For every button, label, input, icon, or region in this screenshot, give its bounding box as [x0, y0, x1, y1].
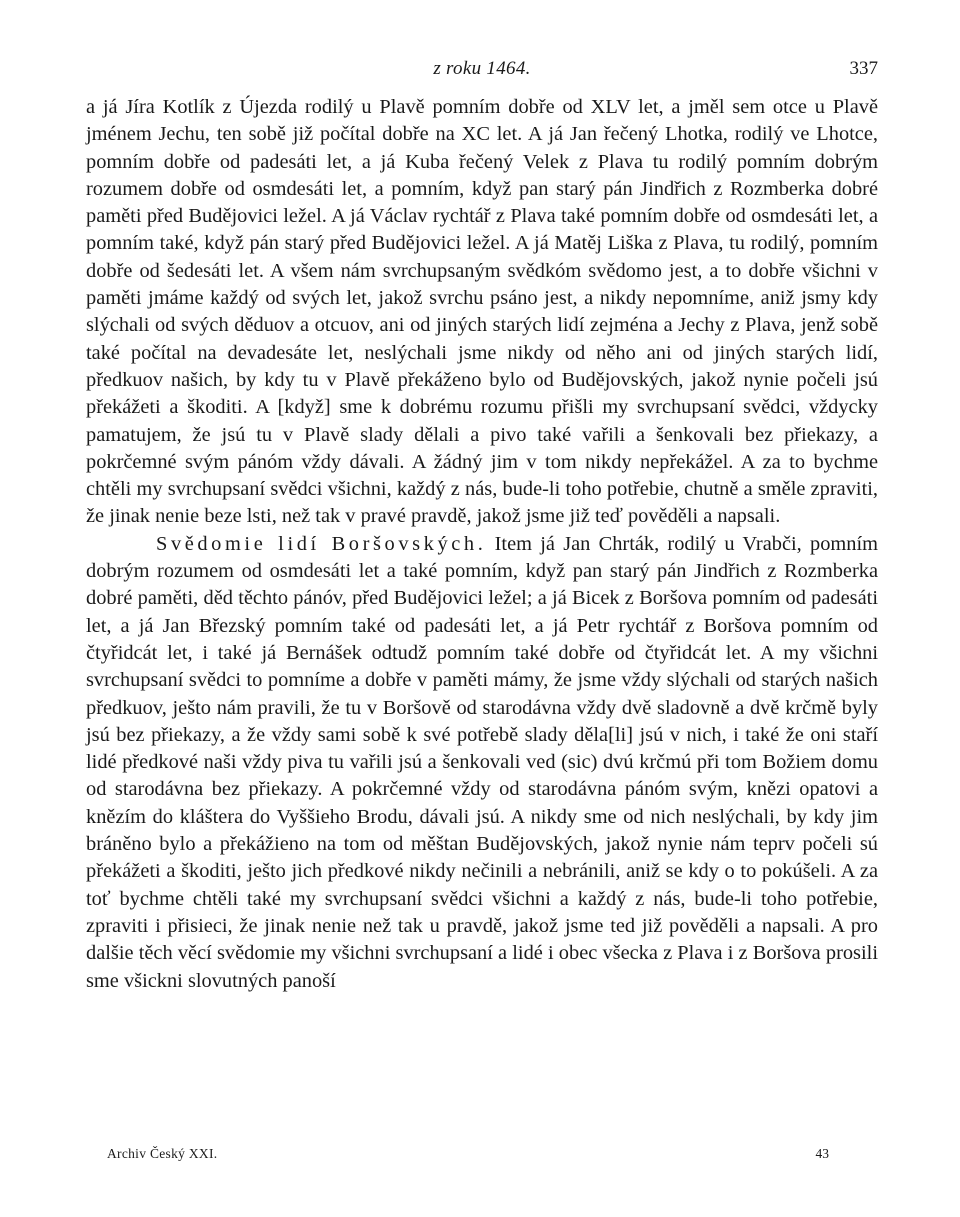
- page-header: [86, 58, 878, 94]
- paragraph-text: Item já Jan Chrták, rodilý u Vrabči, pomním dobrým rozumem od osmdesáti let a také pomním, když pan starý pán Jindřich z Rozmberka dobré paměti, děd těchto pánóv, před Budějovici ležel; a já Bicek z Boršova pomním od padesáti let, a já Jan Březský pomním také od padesáti let, a já Petr rychtář z Boršova pomním od čtyřidcát let, i také já Bernášek odtudž pomním také dobře od čtyřidcát let. A my všichni svrchupsaní svědci to pomníme a dobře v paměti mámy, že jsme vždy slýchali od starých našich předkuov, ješto nám pravili, že tu v Boršově od starodávna vždy dvě sladovně a dvě krčmě byly jsú bez přiekazy, a že vždy sami sobě k své potřebě slady děla[li] jsú v nich, i také že oni staří lidé předkové naši vždy piva tu vařili jsú a šenkovali ved (sic) dvú krčmú při tom Božiem domu od starodávna bez přiekazy. A pokrčemné vždy od starodávna pánóm svým, knězi opatovi a knězím do kláštera do Vyššieho Brodu, dávali jsú. A nikdy sme od nich neslýchali, by kdy jim bráněno bylo a překážieno na tom od měštan Budějovských, jakož nynie nám teprv počeli sú překážeti a škoditi, ješto jich předkové nikdy nečinili a nebránili, aniž se kdy o to pokúšeli. A za toť bychme chtěli také my svrchupsaní svědci všichni a každý z nás, bude-li toho potřebie, zpraviti i přisieci, že jinak nenie než tak u pravdě, jakož jsme ted již pověděli a napsali. A pro dalšie těch věcí svědomie my všichni svrchupsaní a lidé i obec všecka z Plava i z Boršova prosili sme všickni slovutných panoší: [86, 532, 878, 992]
- paragraph-witnesses-borsov: [86, 531, 878, 995]
- signature-mark: Archiv Český XXI.: [107, 1146, 218, 1161]
- body-text: [86, 94, 878, 995]
- section-heading: Svědomie lidí Boršovských.: [156, 532, 487, 555]
- page-number: 337: [849, 58, 878, 79]
- paragraph-witnesses-plav: a já Jíra Kotlík z Újezda rodilý u Plavě pomním dobře od XLV let, a jměl sem otce u Plavě jménem Jechu, ten sobě již počítal dobře na XC let. A já Jan řečený Lhotka, rodilý ve Lhotce, pomním dobře od padesáti let, a já Kuba řečený Velek z Plava tu rodilý pomním dobrým rozumem dobře od osmdesáti let, a pomním, když pan starý pán Jindřich z Rozmberka dobré paměti před Budějovici ležel. A já Václav rychtář z Plava také pomním dobře od osmdesáti let, a pomním také, když pán starý před Budějovici ležel. A já Matěj Liška z Plava, tu rodilý, pomním dobře od šedesáti let. A všem nám svrchupsaným svědkóm svědomo jest, a to dobře všichni v paměti jmáme každý od svých let, jakož svrchu psáno jest, a nikdy nepomníme, aniž jsmy kdy slýchali od svých děduov a otcuov, ani od jiných starých lidí zejména a Jechy z Plava, jenž sobě také počítal na devadesáte let, neslýchali jsme nikdy od něho ani od jiných starých lidí, předkuov našich, by kdy tu v Plavě překáženo bylo od Budějovských, jakož nynie počeli jsú překážeti a škoditi. A [když] sme k dobrému rozumu přišli my svrchupsaní svědci, vždycky pamatujem, že jsú tu v Plavě slady dělali a pivo také vařili a šenkovali bez přiekazy, a pokrčemné svým pánóm vždy dávali. A žádný jim v tom nikdy nepřekážel. A za to bychme chtěli my svrchupsaní svědci všichni, každý z nás, bude-li toho potřebie, chutně a směle zpraviti, že jinak nenie beze lsti, než tak v pravé pravdě, jakož jsme již teď pověděli a napsali.: [86, 96, 878, 528]
- document-page: [86, 58, 878, 995]
- running-title: z roku 1464.: [433, 58, 531, 79]
- sheet-number: 43: [815, 1146, 829, 1161]
